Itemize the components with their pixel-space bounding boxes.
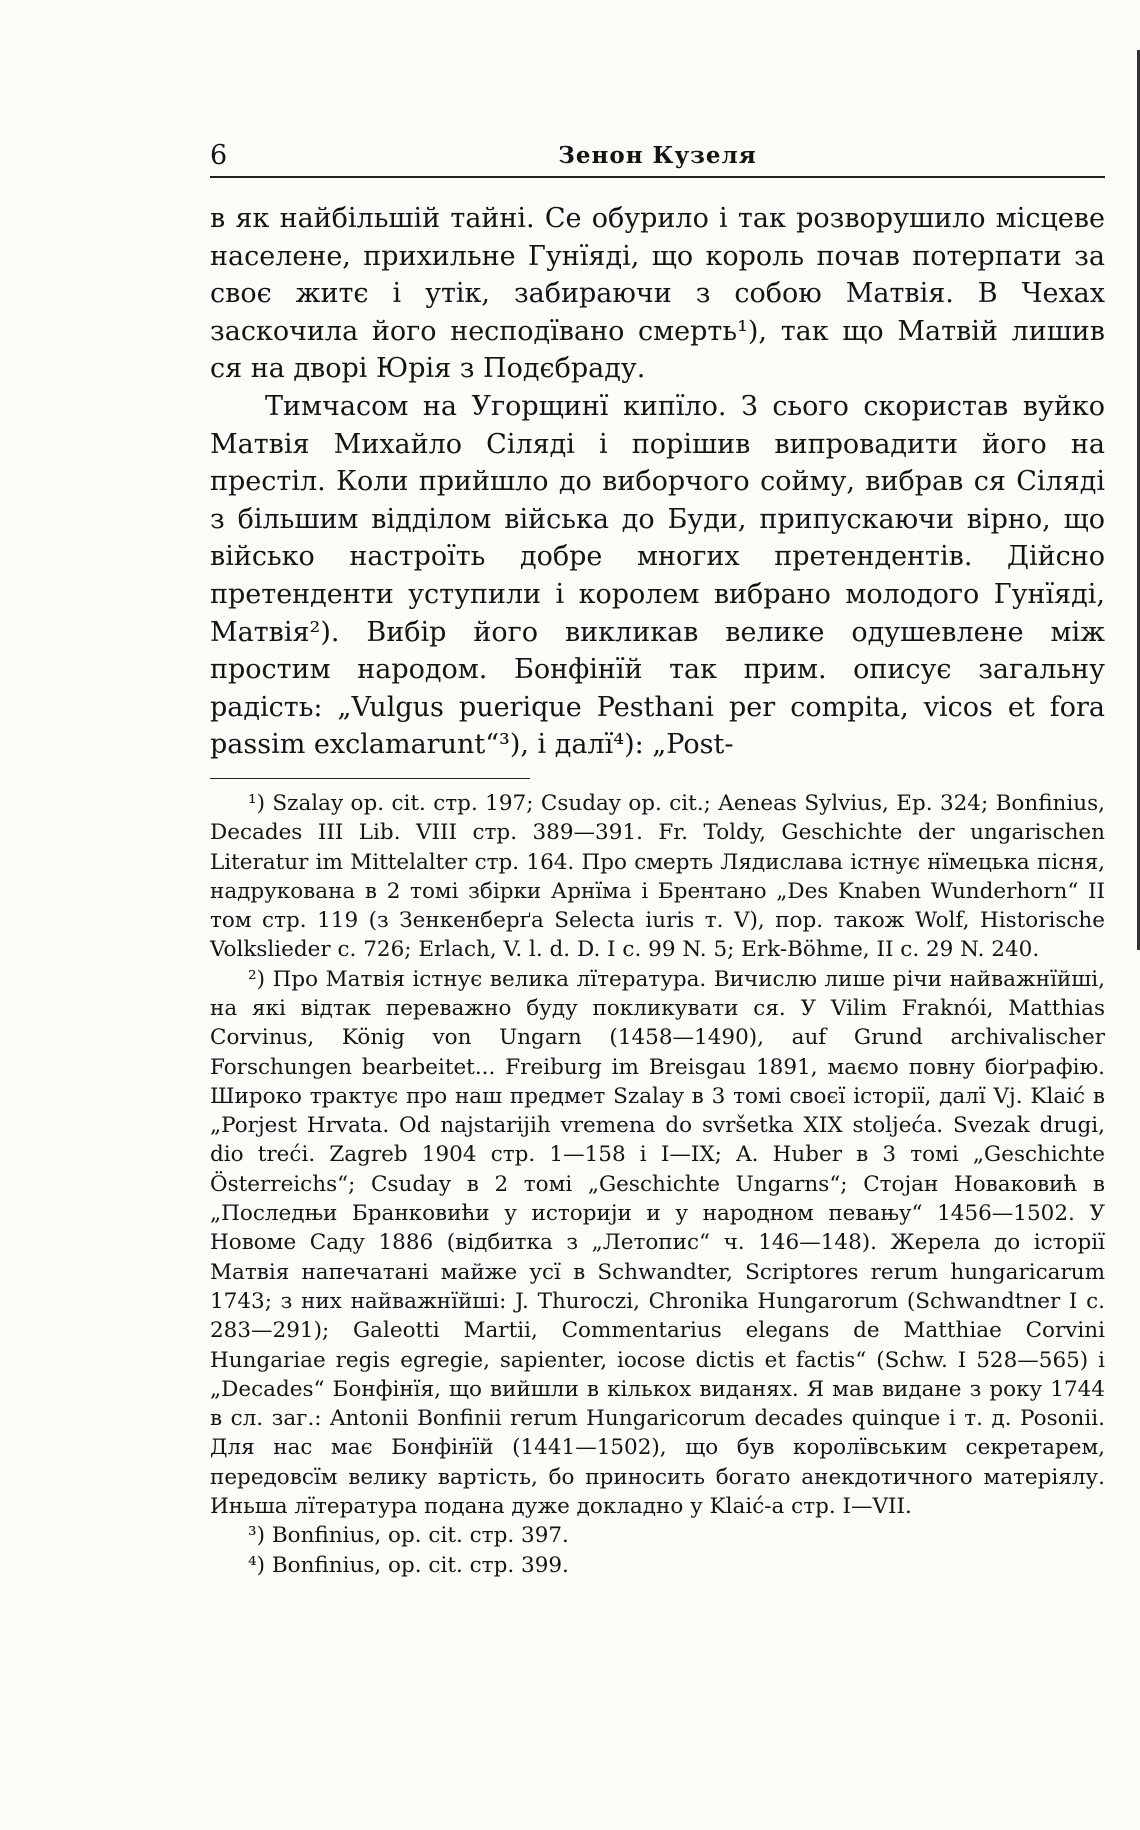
footnote-3: ³) Bonfinius, op. cit. стр. 397. — [248, 1523, 569, 1549]
footnotes — [210, 789, 1105, 1580]
paragraph-1: в як найбільшій тайні. Се обурило і так розворушило місцеве населене, прихильне Гунїяді, що король почав потерпати за своє житє і утік, забираючи з собою Матвія. В Чехах заскочила його несподївано смерть¹), так що Матвій лишив ся на дворі Юрія з Подєбраду. — [210, 203, 1105, 385]
page-header — [210, 140, 1105, 178]
page-number: 6 — [210, 140, 228, 171]
footnote-rule — [210, 778, 530, 779]
footnote-4: ⁴) Bonfinius, op. cit. стр. 399. — [248, 1552, 569, 1578]
page — [210, 140, 1105, 1580]
main-text — [210, 200, 1105, 764]
paragraph-2: Тимчасом на Угорщинї кипїло. З сього скористав вуйко Матвія Михайло Сіляді і порішив випровадити його на престіл. Коли прийшло до виборчого сойму, вибрав ся Сіляді з більшим відділом війська до Буди, припускаючи вірно, що військо настроїть добре многих претендентів. Дійсно претенденти уступили і королем вибрано молодого Гунїяді, Матвія²). Вибір його викликав велике одушевлене між простим народом. Бонфінїй так прим. описує загальну радість: „Vulgus puerique Pesthani per compita, vicos et fora passim exclamarunt“³), і далї⁴): „Post- — [210, 390, 1105, 761]
footnote-2: ²) Про Матвія істнує велика лїтература. Вичислю лише річи найважнїйші, на які відтак переважно буду покликувати ся. У Vilim Fraknói, Matthias Corvinus, König von Ungarn (1458—1490), auf Grund archivalischer Forschungen bearbeitet... Freiburg im Breisgau 1891, маємо повну біоґрафію. Широко трактує про наш предмет Szalay в 3 томі своєї історії, далї Vj. Klaić в „Porjest Hrvata. Od najstarijih vremena do svršetka XIX stoljeća. Svezak drugi, dio treći. Zagreb 1904 стр. 1—158 і I—IX; A. Huber в 3 томі „Geschichte Österreichs“; Csuday в 2 томі „Geschichte Ungarns“; Стојан Новаковић в „Последњи Бранковићи у историји и у народном певању“ 1456—1502. У Новоме Саду 1886 (відбитка з „Летопис“ ч. 146—148). Жерела до історії Матвія напечатані майже усї в Schwandter, Scriptores rerum hungaricarum 1743; з них найважнїйші: J. Thuroczi, Chronika Hungarorum (Schwandtner I c. 283—291); Galeotti Martii, Commentarius elegans de Matthiae Corvini Hungariae regis egregie, sapienter, iocose dictis et factis“ (Schw. I 528—565) і „Decades“ Бонфінїя, що вийшли в кількох виданях. Я мав видане з року 1744 в сл. заг.: Antonii Bonfinii rerum Hungaricorum decades quinque і т. д. Posonii. Для нас має Бонфінїй (1441—1502), що був королївським секретарем, передовсїм велику вартість, бо приносить богато анекдотичного матеріялу. Иньша лїтература подана дуже докладно у Klaić-a стр. I—VII. — [210, 966, 1105, 1520]
running-title: Зенон Кузеля — [558, 142, 757, 169]
footnote-1: ¹) Szalay op. cit. стр. 197; Csuday op. cit.; Aeneas Sylvius, Ep. 324; Bonfinius, Decades III Lib. VIII стр. 389—391. Fr. Toldy, Geschichte der ungarischen Literatur im Mittelalter стр. 164. Про смерть Лядислава істнує нїмецька пісня, надрукована в 2 томі збірки Арнїма і Брентано „Des Knaben Wunderhorn“ II том стр. 119 (з Зенкенберґа Selecta iuris т. V), пор. також Wolf, Historische Volkslieder c. 726; Erlach, V. l. d. D. I c. 99 N. 5; Erk-Böhme, II c. 29 N. 240. — [210, 790, 1105, 963]
